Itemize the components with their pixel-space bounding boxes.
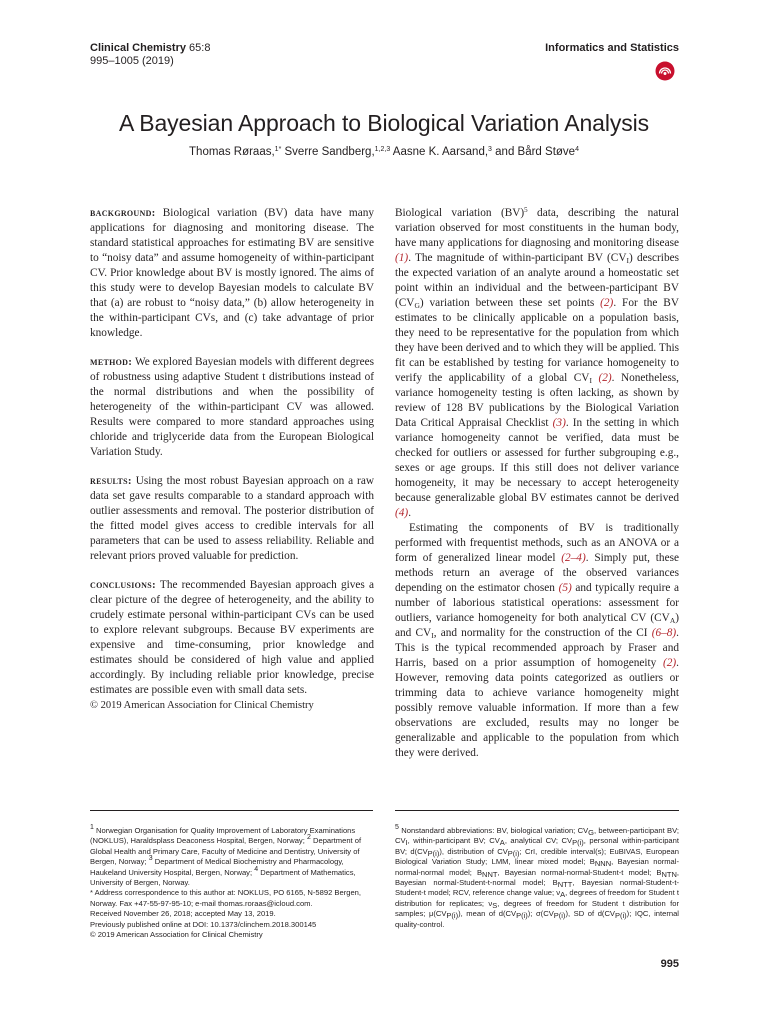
author-affiliation: 1,2,3	[374, 146, 391, 153]
journal-name: Clinical Chemistry	[90, 42, 186, 54]
author-affiliation: 4	[575, 146, 579, 153]
footnote-divider	[90, 810, 373, 811]
text-run: and typically require a number of laborious statistical operations: assessment for outliers, variance homogeneity for both analytical CV (CV	[395, 582, 679, 624]
body-paragraph	[395, 521, 679, 761]
body-paragraph	[395, 206, 679, 521]
abstract-background	[90, 206, 374, 341]
text-run: . This is the typical recommended approach by Fraser and Harris, based on a prior assumption of homogeneity	[395, 627, 679, 669]
abstract-conclusions	[90, 578, 374, 698]
text-run: ) variation between these set points	[419, 297, 595, 309]
reference-link[interactable]: (2–4)	[561, 552, 586, 564]
abstract	[90, 206, 374, 713]
text-run: ); IQC, internal quality-control.	[395, 909, 679, 929]
text-run: , degrees of freedom for Student t distribution for samples; μ(CV	[395, 898, 680, 919]
subscript: I	[431, 631, 434, 640]
open-access-icon	[655, 61, 675, 81]
correspondence-note: * Address correspondence to this author at: NOKLUS, PO 6165, N-5892 Bergen, Norway. Fax +47-55-97-95-10; e-mail thomas.roraas@icloud.com.	[90, 888, 361, 908]
footnote-marker: 5	[524, 206, 528, 214]
subscript: P(i)	[615, 911, 627, 921]
abstract-text: Using the most robust Bayesian approach on a raw data set gave results comparable to a standard approach with outlier assessments and removal. The posterior distribution of the fitted model gives access to credible intervals for all parameters that can be used to assess reliability. Reliable and relevant priors proved valuable for prediction.	[90, 475, 374, 562]
affiliation: Department of Mathematics, University of Bergen, Norway.	[90, 867, 356, 888]
footnote-marker: 5	[395, 824, 399, 831]
subscript: P(i)	[516, 911, 528, 921]
text-run: ), distribution of CV	[439, 846, 508, 856]
text-run: , between-participant BV; CV	[395, 826, 679, 846]
text-run: , Bayesian normal-normal-normal model; B	[395, 857, 679, 877]
reference-link[interactable]: (2)	[598, 372, 612, 384]
author-list	[0, 146, 768, 158]
subscript: P(i)	[427, 848, 440, 858]
subscript: A	[669, 616, 676, 625]
subscript: P(i)	[553, 911, 566, 921]
subscript: A	[499, 838, 505, 848]
subscript: I	[626, 256, 630, 265]
subscript: G	[588, 828, 594, 837]
text-run: . Nonetheless, variance homogeneity testing is often lacking, as shown by review of 128 BV publications by the Biological Variation Data Critical Appraisal Checklist	[395, 372, 679, 429]
journal-volume: 65:8	[189, 42, 211, 54]
text-run: . In the setting in which variance homogeneity cannot be verified, data must be checked for outliers or assessed for further subgrouping e.g., sexes or age groups. If this still does not deliver variance homogeneity, it may be necessary to accept heterogeneity because generalizable global BV estimates cannot be derived	[395, 417, 679, 504]
subscript: I	[405, 838, 408, 848]
subscript: P(i)	[446, 911, 459, 921]
text-run: . The magnitude of within-participant BV (CV	[408, 252, 627, 264]
received-date: Received November 26, 2018; accepted May 13, 2019.	[90, 909, 276, 919]
author-name: and Bård Støve	[495, 146, 576, 158]
text-run: ), mean of d(CV	[458, 909, 517, 919]
author-name: Aasne K. Aarsand,	[392, 146, 489, 158]
author-affiliation: 1*	[274, 146, 282, 153]
text-run: , Bayesian normal-Student-t-Student-t model; RCV, reference change value; ν	[395, 878, 679, 898]
text-run: , within-participant BV; CV	[407, 836, 500, 846]
abbreviations-footnote	[395, 826, 679, 930]
abstract-text: The recommended Bayesian approach gives a clear picture of the degree of heterogeneity, and the ability to crudely estimate personal within-participant CVs can be used to explore relevant subgroups. Because BV experiments are expensive and time-consuming, prior knowledge and estimates should be considered of high value and applied accordingly. By including reliable prior knowledge, precise estimates are possible even with small data sets.	[90, 579, 374, 696]
subscript: A	[560, 890, 566, 900]
text-run: , analytical CV; CV	[504, 836, 573, 846]
affiliation: Department of Global Health and Primary Care, Faculty of Medicine and Dentistry, University of Bergen, Norway;	[90, 836, 362, 867]
affiliation-list: $^1$ Norwegian Organisation for Quality Improvement of Laboratory Examinations (NOKLUS), Haraldsplass Deaconess Hospital, Bergen, Norway; $^2$ Department of Global Health and Primary Care, Faculty of Medicine and Dentistry, University of Bergen, Norway; $^3$ Department of Medical Biochemistry and Pharmacology, Haukeland University Hospital, Bergen, Norway; $^4$ Department of Mathematics, University of Bergen, Norway.	[90, 824, 362, 888]
abstract-results	[90, 474, 374, 564]
abstract-method	[90, 355, 374, 460]
abstract-text: Biological variation (BV) data have many applications for diagnosing and monitoring disease. The standard statistical approaches for estimating BV are sensitive to “noisy data” and assume homogeneity of within-participant CV. Prior knowledge about BV is mostly ignored. The aims of this study were to develop Bayesian models to calculate BV that (a) are robust to “noisy data,” (b) allow heterogeneity in the within-participant CVs, and (c) take advantage of prior knowledge.	[90, 207, 375, 339]
reference-link[interactable]: (1)	[395, 252, 409, 264]
text-run: ) describes the expected variation of an analyte around a homeostatic set point within an individual and the between-participant BV (CV	[395, 252, 680, 309]
journal-pages-year: 995–1005 (2019)	[90, 55, 174, 67]
text-run: . Simply put, these methods return an average of the observed variances depending on the estimator chosen	[395, 552, 679, 594]
text-run: ) and CV	[395, 612, 679, 639]
affiliation: Norwegian Organisation for Quality Improvement of Laboratory Examinations (NOKLUS), Haraldsplass Deaconess Hospital, Bergen, Norway;	[90, 826, 356, 846]
section-label: Informatics and Statistics	[545, 42, 679, 54]
reference-link[interactable]: (5)	[558, 582, 572, 594]
text-run: data, describing the natural variation observed for most constituents in the human body, have many applications for diagnosing and monitoring disease	[395, 207, 679, 249]
text-run: .	[408, 507, 412, 519]
page-number: 995	[660, 958, 679, 970]
reference-link[interactable]: (2)	[662, 657, 677, 669]
subscript: I	[589, 376, 592, 385]
subscript: S	[492, 900, 498, 910]
text-run: Biological variation (BV)	[395, 207, 525, 219]
text-run: , and normality for the construction of the CI	[433, 627, 648, 639]
reference-link[interactable]: (4)	[395, 507, 409, 519]
footnote-divider	[395, 810, 679, 811]
subscript: NTN	[661, 869, 677, 879]
text-run: , degrees of freedom for Student t distribution for replicates; ν	[395, 888, 679, 908]
text-run: ; CrI, credible interval(s); EuBIVAS, European Biological Variation Study; LMM, linear mixed model; B	[395, 846, 679, 867]
subscript: P(i)	[507, 848, 520, 858]
subscript: NNN	[594, 859, 612, 869]
text-run: , Bayesian normal-normal-Student-t model; B	[497, 867, 662, 877]
text-run: . For the BV estimates to be clinically applicable on a population basis, they need to be representative for the population from which they have been derived and to which they will be applied. This fit can be established by testing for variance homogeneity to verify the applicability of a global CV	[395, 297, 679, 384]
abstract-heading: method:	[90, 356, 133, 368]
affiliations-footnote	[90, 826, 373, 940]
text-run: . However, removing data points categorized as outliers or trimming data to achieve variance homogeneity might possibly remove valuable information. If more than a few observations are excluded, results may no longer be generalizable and applicable to the population from which they were derived.	[395, 657, 679, 759]
text-run: , Bayesian normal-Student-t-normal model; B	[395, 867, 679, 888]
article-title: A Bayesian Approach to Biological Variation Analysis	[118, 110, 650, 136]
affiliation: Department of Medical Biochemistry and Pharmacology, Haukeland University Hospital, Bergen, Norway;	[90, 857, 344, 877]
subscript: P(i)	[572, 838, 584, 848]
subscript: G	[414, 301, 420, 310]
author-name: Thomas Røraas,	[189, 146, 275, 158]
text-run: Estimating the components of BV is traditionally performed with frequentist methods, such as an ANOVA or a form of generalized linear model	[395, 522, 679, 564]
reference-link[interactable]: (2)	[600, 297, 614, 309]
abstract-copyright: © 2019 American Association for Clinical Chemistry	[90, 700, 314, 711]
subscript: NNT	[482, 869, 498, 879]
reference-link[interactable]: (3)	[552, 417, 566, 429]
abstract-heading: results:	[90, 475, 132, 487]
reference-link[interactable]: (6–8)	[651, 627, 677, 639]
journal-citation	[90, 42, 210, 68]
subscript: NTT	[557, 880, 573, 890]
body-text	[395, 206, 679, 761]
text-run: , personal within-participant BV; d(CV	[395, 836, 679, 856]
author-name: Sverre Sandberg,	[284, 146, 375, 158]
footnote-copyright: © 2019 American Association for Clinical Chemistry	[90, 930, 263, 940]
abstract-text: We explored Bayesian models with different degrees of robustness using adaptive Student t distributions instead of the normal distributions and when the possibility of heterogeneity of the within-participant CV was allowed. Results were compared to more standard approaches using chloride and triglyceride data from the European Biological Variation Study.	[90, 356, 374, 458]
text-run: ); σ(CV	[527, 909, 554, 919]
author-affiliation: 3	[488, 146, 492, 153]
abstract-heading: conclusions:	[90, 579, 156, 591]
text-run: ), SD of d(CV	[565, 909, 615, 919]
abstract-heading: background:	[90, 207, 156, 219]
doi-note: Previously published online at DOI: 10.1373/clinchem.2018.300145	[90, 919, 317, 929]
text-run: Nonstandard abbreviations: BV, biological variation; CV	[401, 826, 589, 835]
